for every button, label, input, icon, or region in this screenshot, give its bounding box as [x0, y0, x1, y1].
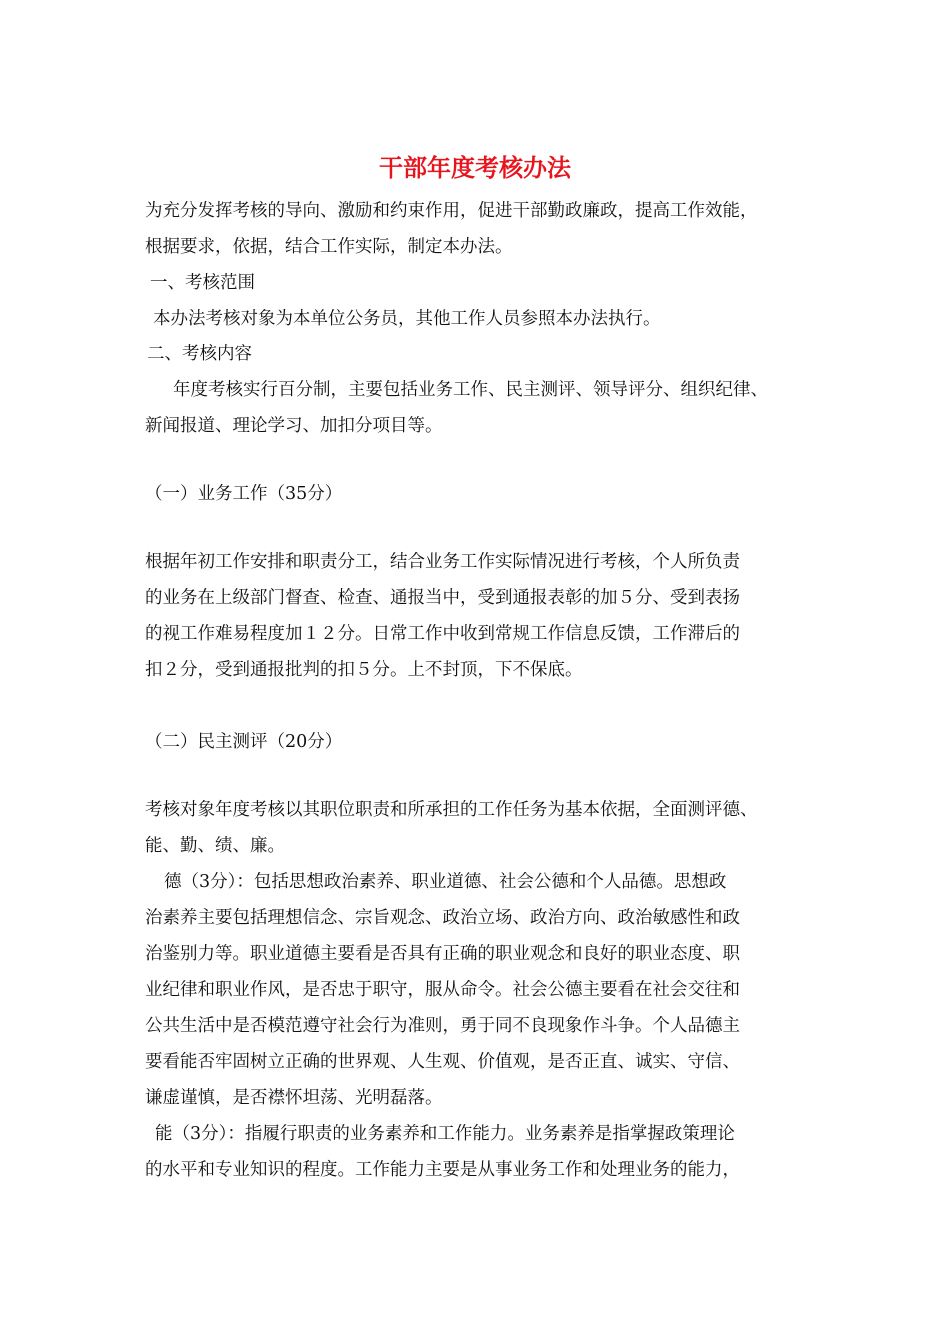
- paragraph-line: 德（3分）：包括思想政治素养、职业道德、社会公德和个人品德。思想政: [164, 872, 727, 892]
- paragraph-line: 考核对象年度考核以其职位职责和所承担的工作任务为基本依据，全面测评德、: [145, 800, 758, 820]
- intro-line: 根据要求，依据，结合工作实际，制定本办法。: [145, 237, 513, 257]
- section-heading: 二、考核内容: [147, 344, 252, 364]
- paragraph-line: 年度考核实行百分制，主要包括业务工作、民主测评、领导评分、组织纪律、: [173, 380, 768, 400]
- subsection-heading: （二）民主测评（20分）: [145, 732, 343, 752]
- paragraph-line: 本办法考核对象为本单位公务员，其他工作人员参照本办法执行。: [153, 309, 661, 329]
- paragraph-line: 治素养主要包括理想信念、宗旨观念、政治立场、政治方向、政治敏感性和政: [145, 908, 740, 928]
- paragraph-line: 的业务在上级部门督查、检查、通报当中，受到通报表彰的加５分、受到表扬: [145, 588, 740, 608]
- subsection-heading: （一）业务工作（35分）: [145, 484, 343, 504]
- paragraph-line: 谦虚谨慎，是否襟怀坦荡、光明磊落。: [145, 1088, 443, 1108]
- paragraph-line: 能、勤、绩、廉。: [145, 836, 285, 856]
- paragraph-line: 治鉴别力等。职业道德主要看是否具有正确的职业观念和良好的职业态度、职: [145, 944, 740, 964]
- paragraph-line: 业纪律和职业作风，是否忠于职守，服从命令。社会公德主要看在社会交往和: [145, 980, 740, 1000]
- intro-line: 为充分发挥考核的导向、激励和约束作用，促进干部勤政廉政，提高工作效能，: [145, 201, 758, 221]
- paragraph-line: 要看能否牢固树立正确的世界观、人生观、价值观，是否正直、诚实、守信、: [145, 1052, 740, 1072]
- paragraph-line: 扣２分，受到通报批判的扣５分。上不封顶，下不保底。: [145, 660, 583, 680]
- document-title: 干部年度考核办法: [379, 153, 571, 182]
- section-heading: 一、考核范围: [150, 273, 255, 293]
- paragraph-line: 的水平和专业知识的程度。工作能力主要是从事业务工作和处理业务的能力，: [145, 1160, 740, 1180]
- paragraph-line: 新闻报道、理论学习、加扣分项目等。: [145, 416, 443, 436]
- paragraph-line: 能（3分）：指履行职责的业务素养和工作能力。业务素养是指掌握政策理论: [155, 1124, 735, 1144]
- paragraph-line: 公共生活中是否模范遵守社会行为准则，勇于同不良现象作斗争。个人品德主: [145, 1016, 740, 1036]
- paragraph-line: 根据年初工作安排和职责分工，结合业务工作实际情况进行考核，个人所负责: [145, 552, 740, 572]
- paragraph-line: 的视工作难易程度加１２分。日常工作中收到常规工作信息反馈，工作滞后的: [145, 624, 740, 644]
